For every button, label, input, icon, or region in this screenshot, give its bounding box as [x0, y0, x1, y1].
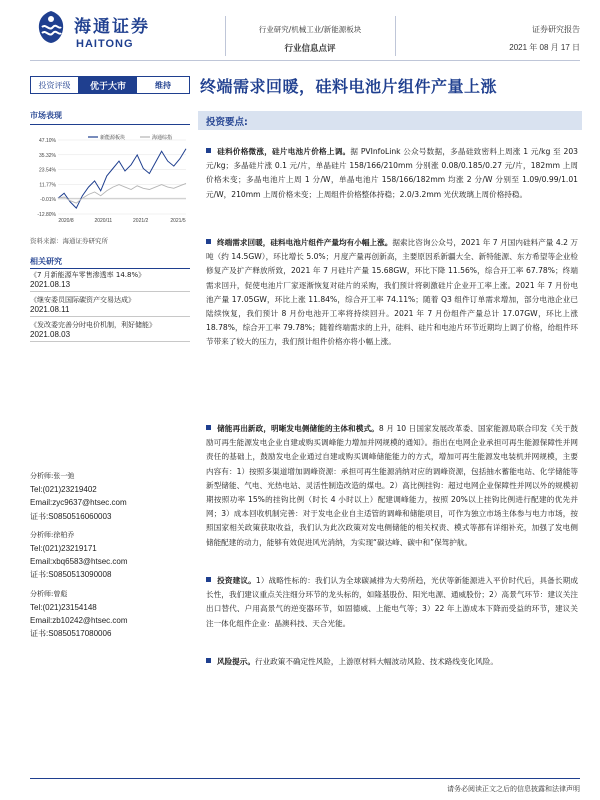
- key-point-1-text: 据 PVInfoLink 公众号数据，多晶硅致密料上周涨 1 元/kg 至 203 元/kg；多晶硅片涨 0.1 元/片，单晶硅片 158/166/210mm 分别涨 0.08/0.185/0.27 元/片，182mm 上周价格未变；多晶电池片上周 1 分/W，单晶电池片 158/166/182mm 均涨 2 分/W 分别至 1.09/0.99/1.01 元/W，210mm 上周价格未变；上周组件价格整体持稳；2.0/3.2mm 光伏玻璃上周价格持稳。: [206, 147, 579, 199]
- key-point-5-text: 行业政策不确定性风险，上游原材料大幅波动风险、技术路线变化风险。: [254, 657, 498, 666]
- logo-chinese: 海通证券: [74, 17, 150, 37]
- analyst-card: [30, 588, 190, 641]
- related-item[interactable]: [30, 270, 190, 292]
- y-tick-label: 47.10%: [39, 138, 56, 144]
- header-divider: [395, 16, 396, 56]
- analyst-name: 分析师:曾彪: [30, 589, 68, 598]
- key-points-heading: 投资要点:: [206, 117, 248, 128]
- market-performance-chart: [30, 134, 190, 230]
- analyst-tel: Tel:(021)23154148: [30, 602, 97, 612]
- x-tick-label: 2020/8: [58, 218, 74, 224]
- key-point-5: [206, 655, 578, 669]
- related-item[interactable]: [30, 295, 190, 317]
- bullet-icon: [206, 658, 211, 663]
- key-point-4: [206, 574, 578, 631]
- rating-value: 优于大市: [79, 77, 137, 93]
- key-point-3-text: 8 月 10 日国家发展改革委、国家能源局联合印发《关于鼓励可再生能源发电企业自建或购买调峰能力增加并网规模的通知》。指出在电网企业承担可再生能源保障性并网责任的基础上，鼓励发电企业通过自建或购买调峰储能能力的方式，增加可再生能源发电装机并网规模，主要内容有：1）按照多渠道增加调峰资源：承担可再生能源消纳对应的调峰资源，包括抽水蓄能电站、化学储能等新型储能、气电、光热电站、灵活性制造改造的煤电。2）高比例挂钩：超过电网企业保障性并网以外的规模初期按照功率 15%的挂钩比例（时长 4 小时以上）配建调峰能力，按照 20%以上挂钩比例进行配建的优先并网；3）成本回收机制完善：对于发电企业自主适管的调峰和储能项目，可作为独立市场主体参与电力市场，按照国家相关政策获取收益，我们认为此次政策对发电侧储能的相关权责、模式等都有详细补充，加强了发电侧储能配建的动力，能够有效促进风光消纳，为实现“碳达峰、碳中和”保驾护航。: [206, 424, 578, 547]
- key-point-1-lead: 硅料价格微涨，硅片电池片价格上调。: [217, 147, 351, 156]
- related-item[interactable]: [30, 320, 190, 342]
- analyst-email[interactable]: Email:xbq6583@htsec.com: [30, 557, 128, 567]
- report-header: [0, 0, 600, 60]
- footer-rule: [30, 778, 580, 779]
- report-category-path: 行业研究/机械工业/新能源板块: [258, 25, 362, 34]
- key-points-banner: [198, 111, 582, 130]
- y-tick-label: 23.54%: [39, 167, 56, 174]
- key-point-2-lead: 终端需求回暖，硅料电池片组件产量均有小幅上涨。: [217, 238, 393, 247]
- analyst-tel: Tel:(021)23219402: [30, 485, 97, 495]
- report-label: 证券研究报告: [532, 25, 580, 34]
- market-rule: [30, 124, 190, 125]
- analyst-cert: 证书:S0850517080006: [30, 629, 112, 639]
- investment-rating: [30, 76, 190, 94]
- analyst-list: [30, 470, 190, 646]
- key-point-2: [206, 236, 578, 350]
- related-research-list: [30, 270, 190, 345]
- related-rule: [30, 268, 190, 269]
- key-point-1: [206, 145, 578, 202]
- bullet-icon: [206, 148, 211, 153]
- key-point-3: [206, 422, 578, 550]
- key-point-2-text: 据索比咨询公众号，2021 年 7 月国内硅料产量 4.2 万吨（约 14.5GW），环比增长 5.0%；月度产量再创新高，主要原因系新疆大全、新特能源、东方希望等企业检修复产及扩产释放所致，2021 年 7 月硅片产量 15.68GW，环比下降 11.56%，综合开工率 67.78%；终端需求回升，促使电池片厂家逐渐恢复对硅片的采购，我们预计将刺激硅片企业开工率上涨。2021 年 7 月份电池产量 17.05GW，环比上涨 11.84%，综合开工率 74.11%；随着 Q3 组件订单需求增加，部分电池企业已陆续恢复，我们预计 8 月份电池开工率将持续回升。2021 年 7 月份组件产量总计 17.07GW，环比上涨 18.78%，综合开工率 79.78%；随着终端需求的上升，硅料、硅片和电池片环节近期均上调了价格，给组件环节带来了较大的压力，我们预计组件价格亦将小幅上涨。: [206, 238, 578, 347]
- logo-english: HAITONG: [76, 38, 134, 50]
- disclaimer-footer: 请务必阅读正文之后的信息披露和法律声明: [447, 785, 580, 793]
- y-tick-label: -12.80%: [37, 212, 56, 218]
- series-line: [58, 183, 186, 203]
- bullet-icon: [206, 239, 211, 244]
- related-item-date: 2021.08.13: [30, 280, 190, 292]
- x-tick-label: 2021/2: [133, 218, 149, 224]
- analyst-name: 分析师:徐柏乔: [30, 530, 75, 539]
- rating-label: 投资评级: [31, 77, 79, 93]
- analyst-cert: 证书:S0850516060003: [30, 511, 112, 521]
- legend-label: 海通综指: [152, 135, 173, 141]
- key-point-3-lead: 储能再出新政，明晰发电侧储能的主体和模式。: [217, 424, 379, 433]
- analyst-cert: 证书:S0850513090008: [30, 570, 112, 580]
- y-tick-label: 35.32%: [39, 152, 56, 159]
- key-point-5-lead: 风险提示。: [217, 657, 255, 666]
- haitong-logo-icon: [36, 10, 66, 44]
- related-heading: 相关研究: [30, 257, 62, 266]
- analyst-card: [30, 470, 190, 523]
- related-item-title[interactable]: 《继安委员国际碳资产交易达成》: [30, 296, 135, 304]
- rating-action: 维持: [155, 80, 171, 90]
- header-rule: [30, 60, 580, 61]
- analyst-name: 分析师:张一弛: [30, 472, 75, 480]
- related-item-title[interactable]: 《7 月新能源车零售渗透率 14.8%》: [30, 271, 146, 279]
- related-item-date: 2021.08.03: [30, 330, 190, 342]
- y-tick-label: 11.77%: [39, 182, 56, 189]
- report-date: 2021 年 08 月 17 日: [509, 43, 580, 52]
- analyst-email[interactable]: Email:zb10242@htsec.com: [30, 616, 128, 626]
- bullet-icon: [206, 577, 211, 582]
- legend-label: 新能源板块: [100, 135, 126, 141]
- x-tick-label: 2021/5: [170, 218, 186, 224]
- related-item-date: 2021.08.11: [30, 305, 190, 317]
- related-item-title[interactable]: 《发改委完善分时电价机制，利好储能》: [30, 321, 156, 329]
- key-point-4-lead: 投资建议。: [217, 576, 256, 585]
- key-point-4-text: 1）战略性标的：我们认为全球碳减排为大势所趋，光伏等新能源进入平价时代后，具备长期成长性，我们建议重点关注细分环节的龙头标的，如隆基股份、阳光电源、通威股份；2）高景气环节：建议关注出口替代、户用高景气的逆变器环节，如固德威、上能电气等；3）22 年上游成本下降而受益的环节，建议关注一体化组件企业：晶澳科技、天合光能。: [206, 576, 578, 628]
- y-tick-label: -0.01%: [40, 197, 56, 204]
- analyst-email[interactable]: Email:zyc9637@htsec.com: [30, 498, 127, 508]
- analyst-tel: Tel:(021)23219171: [30, 544, 97, 554]
- header-divider: [225, 16, 226, 56]
- analyst-card: [30, 529, 190, 582]
- x-tick-label: 2020/11: [94, 218, 113, 224]
- report-title: 终端需求回暖，硅料电池片组件产量上涨: [200, 77, 498, 96]
- chart-source: 资料来源：海通证券研究所: [30, 237, 108, 245]
- bullet-icon: [206, 425, 211, 430]
- report-type: 行业信息点评: [284, 44, 336, 54]
- market-heading: 市场表现: [30, 111, 62, 120]
